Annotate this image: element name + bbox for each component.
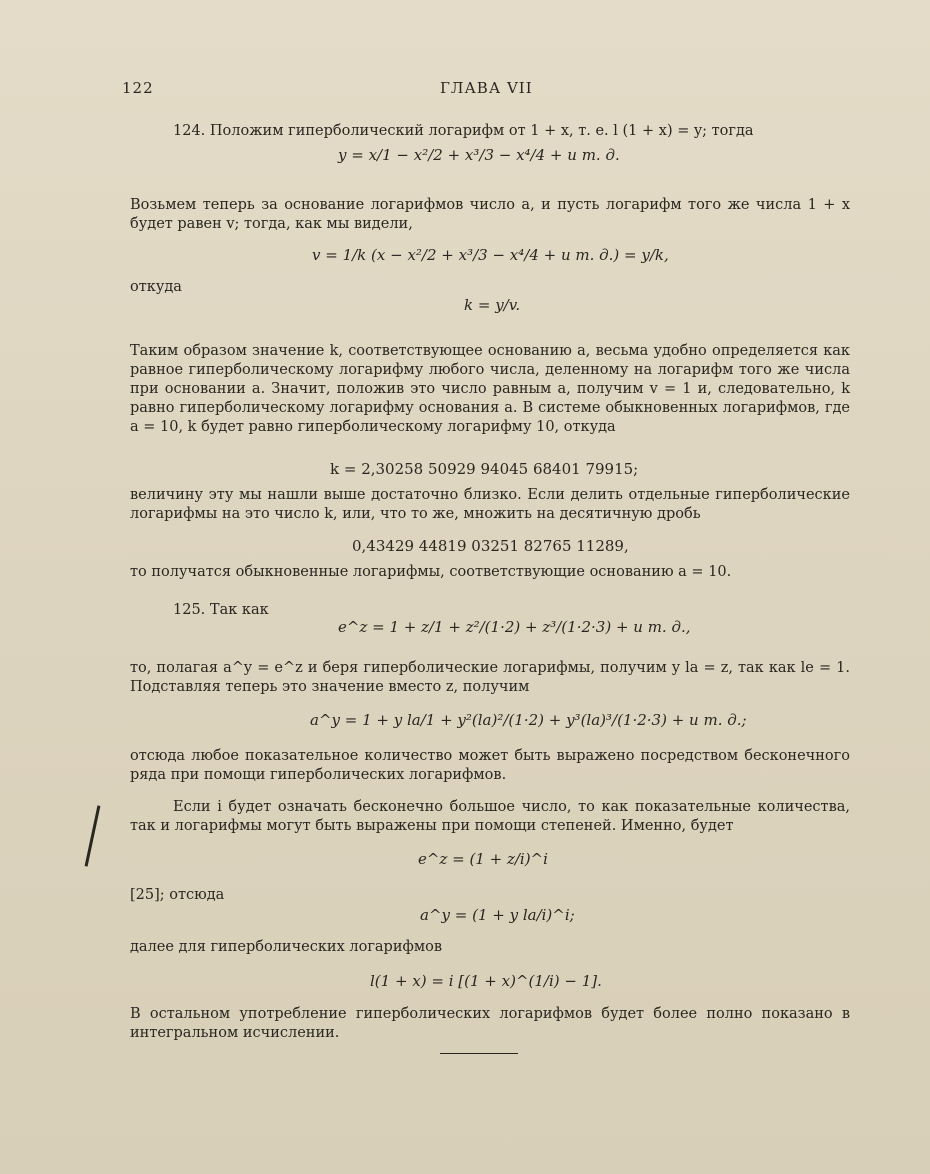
formula-e-series: e^z = 1 + z/1 + z²/(1·2) + z³/(1·2·3) + и т. д., — [338, 618, 691, 636]
paragraph-any-exponential: отсюда любое показательное количество может быть выражено посредством бесконечного ряда при помощи гиперболических логарифмов. — [130, 748, 850, 783]
formula-e-limit: e^z = (1 + z/i)^i — [418, 850, 548, 868]
paragraph-divide: величину эту мы нашли выше достаточно близко. Если делить отдельные гиперболические логарифмы на это число k, или, что то же, множить на десятичную дробь — [130, 487, 850, 522]
closing-rule — [440, 1053, 518, 1054]
paragraph-base: Возьмем теперь за основание логарифмов число a, и пусть логарифм того же числа 1 + x будет равен v; тогда, как мы видели, — [130, 197, 850, 232]
formula-a-series: a^y = 1 + y la/1 + y²(la)²/(1·2) + y³(la)³/(1·2·3) + и т. д.; — [310, 711, 747, 729]
word-otkuda: откуда — [130, 279, 182, 295]
paragraph-common-log: то получатся обыкновенные логарифмы, соответствующие основанию a = 10. — [130, 564, 732, 580]
page-number: 122 — [122, 79, 154, 97]
margin-mark — [85, 805, 101, 866]
paragraph-infinite: Если i будет означать бесконечно большое число, то как показательные количества, так и логарифмы могут быть выражены при помощи степеней. Именно, будет — [130, 799, 850, 834]
formula-a-limit: a^y = (1 + y la/i)^i; — [420, 906, 575, 924]
k-value: k = 2,30258 50929 94045 68401 79915; — [330, 460, 639, 478]
decimal-value: 0,43429 44819 03251 82765 11289, — [352, 537, 629, 555]
formula-log-limit: l(1 + x) = i [(1 + x)^(1/i) − 1]. — [370, 972, 602, 990]
paragraph-k: Таким образом значение k, соответствующее основанию a, весьма удобно определяется как равное гиперболическому логарифму любого числа, деленному на логарифм того же числа при основании a. Значит, положив это число равным a, получим v = 1 и, следовательно, k равно гиперболическому логарифму основания a. В системе обыкновенных логарифмов, где a = 10, k будет равно гиперболическому логарифму 10, откуда — [130, 343, 850, 435]
paragraph-putting: то, полагая a^y = e^z и беря гиперболические логарифмы, получим y la = z, так как le = 1. Подставляя теперь это значение вместо z, получим — [130, 660, 850, 695]
paragraph-125: 125. Так как — [173, 602, 269, 618]
formula-v-series: v = 1/k (x − x²/2 + x³/3 − x⁴/4 + и т. д.) = y/k, — [312, 246, 669, 264]
chapter-title: ГЛАВА VII — [440, 79, 533, 97]
paragraph-final: В остальном употребление гиперболических логарифмов будет более полно показано в интегральном исчислении. — [130, 1006, 850, 1041]
paragraph-further: далее для гиперболических логарифмов — [130, 939, 443, 955]
formula-y-series: y = x/1 − x²/2 + x³/3 − x⁴/4 + и т. д. — [338, 146, 620, 164]
paragraph-124: 124. Положим гиперболический логарифм от 1 + x, т. е. l (1 + x) = y; тогда — [173, 123, 754, 139]
reference-25: [25]; отсюда — [130, 887, 225, 903]
formula-k-eq: k = y/v. — [464, 296, 521, 314]
